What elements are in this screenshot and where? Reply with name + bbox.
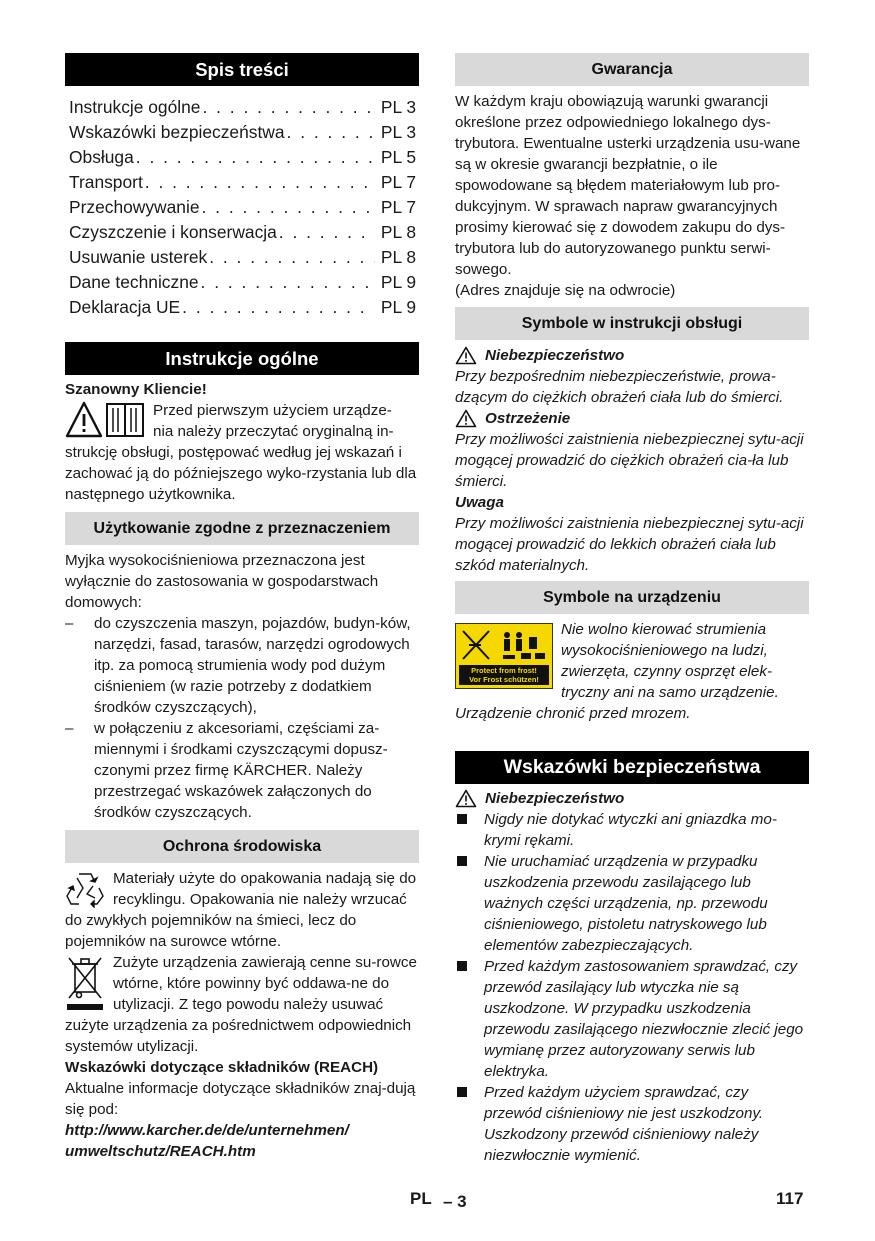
toc-page: PL 7 <box>380 197 416 217</box>
right-column <box>455 53 809 1166</box>
general-heading: Instrukcje ogólne <box>65 342 419 375</box>
sign-line-2: Vor Frost schützen! <box>469 675 539 684</box>
toc-page: PL 9 <box>380 272 416 292</box>
warranty-heading: Gwarancja <box>455 53 809 86</box>
device-symbol-text: Nie wolno kierować strumienia wysokociśnieniowego na ludzi, zwierzęta, czynny osprzęt elek-tryczny ani na samo urządzenie. <box>561 621 779 701</box>
dash-marker: – <box>65 615 74 632</box>
toc-title: Usuwanie usterek <box>69 247 208 267</box>
symbols-manual-heading: Symbole w instrukcji obsługi <box>455 307 809 340</box>
safety-item-text: Przed każdym użyciem sprawdzać, czy przewód ciśnieniowy nie jest uszkodzony. Uszkodzony przewód ciśnieniowy należy niezwłocznie wymienić. <box>484 1084 764 1164</box>
toc-title: Obsługa <box>69 147 134 167</box>
safety-item-text: Przed każdym zastosowaniem sprawdzać, czy przewód zasilający lub wtyczka nie są uszkodzone. W przypadku uszkodzenia przewodu zasilającego niezwłocznie zlecić jego wymianę przez autoryzowany serwis lub elektryka. <box>484 958 804 1080</box>
list-item <box>65 718 419 823</box>
toc-page: PL 5 <box>380 147 416 167</box>
salutation: Szanowny Kliencie! <box>65 381 207 398</box>
weee-notice <box>65 952 419 1057</box>
toc-dot-leader <box>202 195 375 220</box>
warning-label-text: Ostrzeżenie <box>485 410 571 427</box>
toc-title: Przechowywanie <box>69 197 200 217</box>
safety-heading: Wskazówki bezpieczeństwa <box>455 751 809 784</box>
weee-text: Zużyte urządzenia zawierają cenne su-rowce wtórne, które powinny być oddawa-ne do utylizacji. Z tego powodu należy usuwać zużyte urządzenia za pośrednictwem odpowiednich systemów utylizacji. <box>65 954 417 1055</box>
frost-text: Urządzenie chronić przed mrozem. <box>455 705 691 722</box>
toc-page: PL 8 <box>380 247 416 267</box>
sign-line-1: Protect from frost! <box>471 666 537 675</box>
toc-entry[interactable] <box>69 95 416 120</box>
toc-dot-leader <box>279 220 375 245</box>
list-item-text: w połączeniu z akcesoriami, częściami za-miennymi i środkami czyszczącymi dopusz-czonymi przez firmę KÄRCHER. Należy przestrzegać wskazówek załączonych do środków czyszczących. <box>94 720 388 821</box>
toc-dot-leader <box>287 120 375 145</box>
dash-marker: – <box>65 720 74 737</box>
reach-heading: Wskazówki dotyczące składników (REACH) <box>65 1059 379 1076</box>
safety-item <box>455 1082 809 1166</box>
toc-dot-leader <box>145 170 375 195</box>
table-of-contents <box>65 86 419 320</box>
safety-danger-label <box>455 788 809 809</box>
square-bullet-icon <box>455 809 484 851</box>
toc-title: Czyszczenie i konserwacja <box>69 222 277 242</box>
warranty-text: W każdym kraju obowiązują warunki gwarancji określone przez odpowiedniego lokalnego dys-trybutora. Ewentualne usterki urządzenia usu-wane są w okresie gwarancji bezpłatnie, o ile spowodowane są błędem materiałowym lub pro-dukcyjnym. W sprawach napraw gwarancyjnych prosimy kierować się z dowodem zakupu do dys-trybutora lub do autoryzowanego punktu serwi-sowego. <box>455 93 801 278</box>
warranty-address-note: (Adres znajduje się na odwrocie) <box>455 282 676 299</box>
square-bullet-icon <box>455 851 484 956</box>
toc-title: Wskazówki bezpieczeństwa <box>69 122 285 142</box>
danger-text: Przy bezpośrednim niebezpieczeństwie, prowa-dzącym do ciężkich obrażeń ciała lub do śmierci. <box>455 368 784 406</box>
caution-label: Uwaga <box>455 494 504 511</box>
device-symbol-notice <box>455 619 809 703</box>
list-item-text: do czyszczenia maszyn, pojazdów, budyn-ków, narzędzi, fasad, tarasów, narzędzi ogrodowych itp. za pomocą strumienia wody pod dużym ciśnieniem (w razie potrzeby z dodatkiem środków czyszczących), <box>94 615 411 716</box>
toc-dot-leader <box>209 245 375 270</box>
toc-entry[interactable] <box>69 120 416 145</box>
no-spray-icon <box>459 627 549 663</box>
toc-dot-leader <box>182 295 375 320</box>
reach-text: Aktualne informacje dotyczące składników znaj-dują się pod: <box>65 1080 416 1118</box>
crossed-bin-icon <box>65 954 105 1014</box>
left-column <box>65 53 419 1162</box>
device-warning-sign <box>455 623 553 689</box>
danger-label <box>455 345 809 366</box>
toc-dot-leader <box>201 270 375 295</box>
frost-warning-strip <box>459 665 549 685</box>
reach-link-line-1[interactable]: http://www.karcher.de/de/unternehmen/ <box>65 1122 349 1139</box>
toc-title: Dane techniczne <box>69 272 199 292</box>
recycle-icon <box>65 870 105 908</box>
safety-item-text: Nie uruchamiać urządzenia w przypadku uszkodzenia przewodu zasilającego lub ważnych części urządzenia, np. przewodu ciśnieniowego, pistoletu natryskowego lub elementów zabezpieczających. <box>484 853 768 954</box>
square-bullet-icon <box>455 1082 484 1166</box>
toc-heading: Spis treści <box>65 53 419 86</box>
toc-entry[interactable] <box>69 295 416 320</box>
warning-triangle-icon <box>455 789 477 808</box>
warning-triangle-icon <box>455 409 477 428</box>
toc-dot-leader <box>202 95 374 120</box>
intro-line-1: Przed pierwszym użyciem urządze- <box>153 402 392 419</box>
toc-dot-leader <box>136 145 375 170</box>
intro-line-2: nia należy przeczytać oryginalną in- <box>153 423 394 440</box>
toc-entry[interactable] <box>69 195 416 220</box>
toc-entry[interactable] <box>69 245 416 270</box>
toc-title: Instrukcje ogólne <box>69 97 201 117</box>
safety-danger-label-text: Niebezpieczeństwo <box>485 790 625 807</box>
safety-item <box>455 851 809 956</box>
toc-page: PL 7 <box>380 172 416 192</box>
toc-entry[interactable] <box>69 220 416 245</box>
environment-heading: Ochrona środowiska <box>65 830 419 863</box>
manual-notice <box>65 400 419 442</box>
safety-item <box>455 809 809 851</box>
warning-text: Przy możliwości zaistnienia niebezpiecznej sytu-acji mogącej prowadzić do ciężkich obrażeń cia-ła lub śmierci. <box>455 431 804 490</box>
toc-page: PL 3 <box>380 97 416 117</box>
warning-triangle-icon <box>455 346 477 365</box>
footer-lang: PL <box>410 1189 432 1208</box>
warning-label <box>455 408 809 429</box>
toc-page: PL 8 <box>380 222 416 242</box>
list-item <box>65 613 419 718</box>
caution-text: Przy możliwości zaistnienia niebezpiecznej sytu-acji mogącej prowadzić do lekkich obrażeń ciała lub szkód materialnych. <box>455 515 804 574</box>
toc-page: PL 3 <box>380 122 416 142</box>
intended-use-heading: Użytkowanie zgodne z przeznaczeniem <box>65 512 419 545</box>
symbols-device-heading: Symbole na urządzeniu <box>455 581 809 614</box>
danger-label-text: Niebezpieczeństwo <box>485 347 625 364</box>
square-bullet-icon <box>455 956 484 1082</box>
toc-entry[interactable] <box>69 145 416 170</box>
toc-entry[interactable] <box>69 170 416 195</box>
footer-local-page: – 3 <box>443 1192 467 1211</box>
footer-page-number: 117 <box>776 1189 804 1208</box>
toc-title: Deklaracja UE <box>69 297 181 317</box>
warning-book-icon <box>65 400 147 440</box>
intro-text: strukcję obsługi, postępować według jej wskazań i zachować ją do późniejszego wyko-rzystania lub dla następnego użytkownika. <box>65 444 417 503</box>
safety-item <box>455 956 809 1082</box>
toc-title: Transport <box>69 172 143 192</box>
recycling-text: Materiały użyte do opakowania nadają się do recyklingu. Opakowania nie należy wrzucać do zwykłych pojemników na śmieci, lecz do pojemników na surowce wtórne. <box>65 870 417 950</box>
reach-link-line-2[interactable]: umweltschutz/REACH.htm <box>65 1143 256 1160</box>
intended-use-text: Myjka wysokociśnieniowa przeznaczona jest wyłącznie do zastosowania w gospodarstwach domowych: <box>65 552 379 611</box>
recycling-notice <box>65 868 419 952</box>
toc-entry[interactable] <box>69 270 416 295</box>
toc-page: PL 9 <box>380 297 416 317</box>
safety-item-text: Nigdy nie dotykać wtyczki ani gniazdka mo-krymi rękami. <box>484 811 777 849</box>
